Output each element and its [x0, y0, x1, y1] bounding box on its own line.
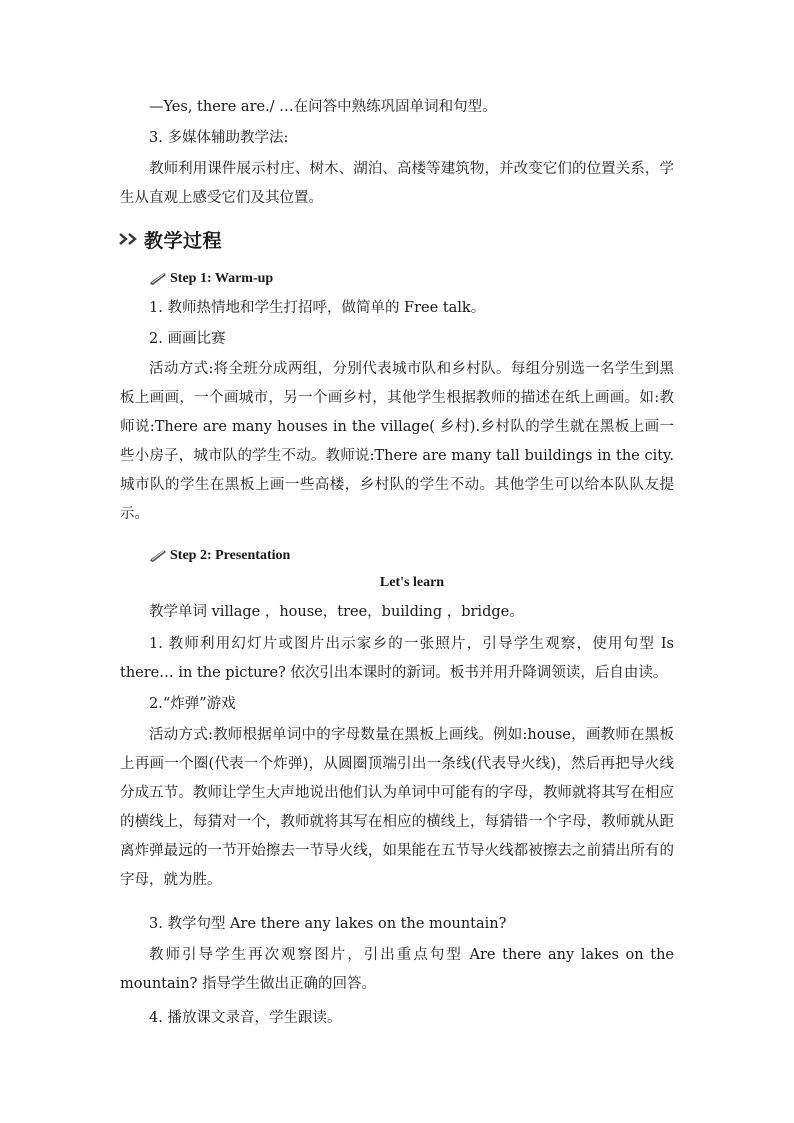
step-2-title: Step 2: Presentation: [170, 548, 291, 563]
text-line-yes-there-are: —Yes, there are./ …在问答中熟练巩固单词和句型。: [149, 99, 497, 115]
paragraph-drawing-contest: 活动方式:将全班分成两组，分别代表城市队和乡村队。每组分别选一名学生到黑板上画画，一个画城市，另一个画乡村，其他学生根据教师的描述在纸上画画。如:教师说:There are many houses in the village( 乡村).乡村队的学生就在黑板上画一些小房子，城市队的学生不动。教师说:There are many tall buildings in the city.城市队的学生在黑板上画一些高楼，乡村队的学生不动。其他学生可以给本队队友提示。: [120, 361, 674, 522]
pen-icon: [149, 272, 167, 286]
paragraph-bomb-game: 活动方式:教师根据单词中的字母数量在黑板上画线。例如:house，画教师在黑板上再画一个圈(代表一个炸弹)，从圆圈顶端引出一条线(代表导火线)，然后再把导火线分成五节。教师让学生大声地说出他们认为单词中可能有的字母，教师就将其写在相应的横线上，每猜对一个，教师就将其写在相应的横线上，每猜错一个字母，教师就从距离炸弹最远的一节开始擦去一节导火线，如果能在五节导火线都被擦去之前猜出所有的字母，就为胜。: [120, 727, 674, 888]
bomb-game-heading: 2.“炸弹”游戏: [149, 696, 236, 712]
lets-learn-title: Let's learn: [379, 575, 445, 590]
step-1-title: Step 1: Warm-up: [170, 271, 274, 286]
play-recording-line: 4. 播放课文录音，学生跟读。: [149, 1010, 342, 1026]
paragraph-multimedia-description: 教师利用课件展示村庄、树木、湖泊、高楼等建筑物，并改变它们的位置关系，学生从直观上感受它们及其位置。: [120, 161, 674, 206]
section-heading-teaching-process: [118, 224, 222, 254]
step-1-item-2: 2. 画画比赛: [149, 331, 226, 347]
step-2-heading: [149, 545, 290, 567]
section-title: 教学过程: [144, 229, 223, 252]
double-chevron-icon: [118, 232, 142, 246]
step-1-heading: [149, 268, 273, 290]
vocabulary-line: 教学单词 village ，house，tree，building ，bridge。: [149, 604, 524, 620]
step-1-item-1: 1. 教师热情地和学生打招呼，做简单的 Free talk。: [149, 300, 486, 316]
sentence-pattern-heading: 3. 教学句型 Are there any lakes on the mountain?: [149, 916, 507, 932]
paragraph-sentence-pattern: 教师引导学生再次观察图片，引出重点句型 Are there any lakes on the mountain? 指导学生做出正确的回答。: [120, 947, 674, 992]
pen-icon: [149, 549, 167, 563]
paragraph-slides-photo: 1. 教师利用幻灯片或图片出示家乡的一张照片，引导学生观察，使用句型 Is there… in the picture? 依次引出本课时的新词。板书并用升降调领读，后自由读。: [120, 636, 674, 681]
text-line-multimedia-method: 3. 多媒体辅助教学法:: [149, 130, 289, 146]
